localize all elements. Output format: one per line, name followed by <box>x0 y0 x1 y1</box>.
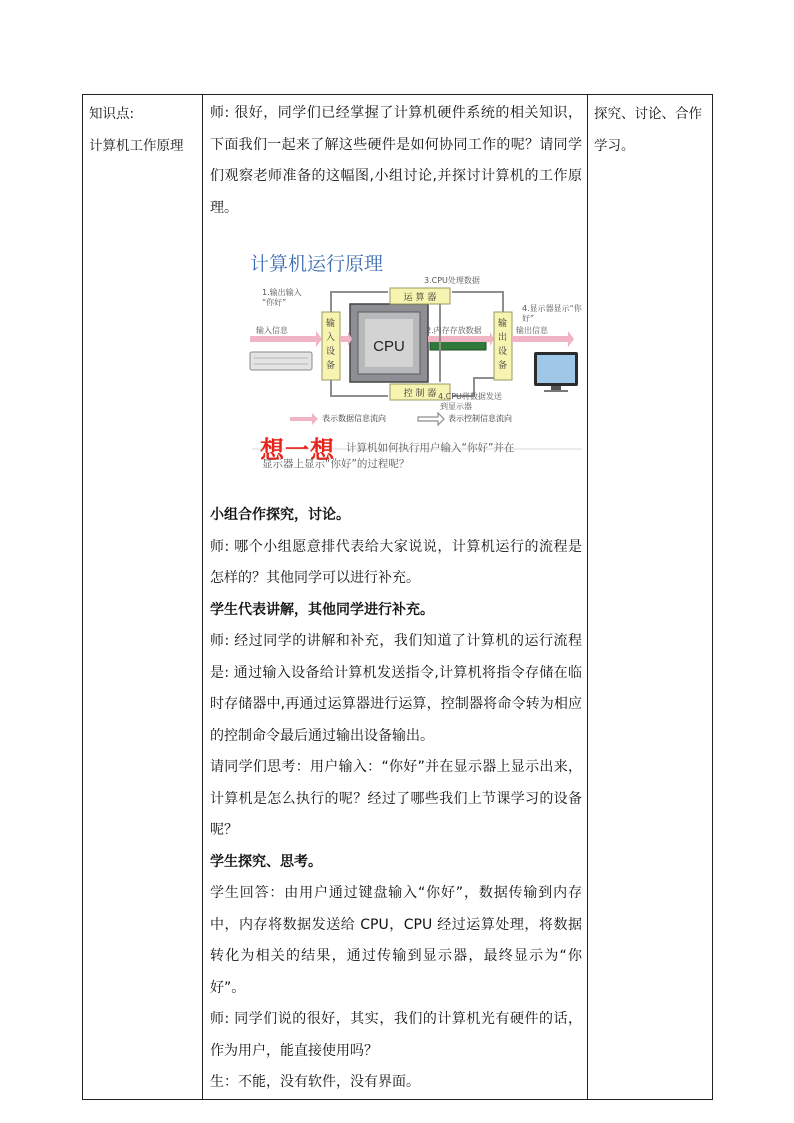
control-label: 控 制 器 <box>403 389 437 399</box>
think-question-line2: 显示器上显示“你好”的过程呢？ <box>262 458 410 470</box>
knowledge-topic: 计算机工作原理 <box>89 137 184 154</box>
paragraph-student-think: 学生探究、思考。 <box>210 853 322 870</box>
paragraph-teacher-intro: 师: 很好，同学们已经掌握了计算机硬件系统的相关知识，下面我们一起来了解这些硬件是如何协同工作的呢？请同学们观察老师准备的这幅图,小组讨论,并探讨计算机的工作原理。 <box>210 105 582 216</box>
paragraph-student-explain: 学生代表讲解，其他同学进行补充。 <box>210 601 434 618</box>
paragraph-student-answer: 学生回答：由用户通过键盘输入“你好”，数据传输到内存中，内存将数据发送给 CPU，CPU 经过运算处理，将数据转化为相关的结果，通过传输到显示器，最终显示为“你好”。 <box>210 885 582 996</box>
step5-label: 4.CPU将数据发送 <box>438 392 502 401</box>
activity-cell <box>588 95 713 1100</box>
step3-label: 3.CPU处理数据 <box>424 276 480 285</box>
step1b-label: “你好” <box>262 298 287 307</box>
step2-label: 2.内存存放数据 <box>426 326 482 335</box>
step4-label: 4.显示器显示“你 <box>522 304 582 313</box>
think-heading: 想一想 <box>260 435 335 464</box>
step1-label: 1.输出输入 <box>262 288 302 297</box>
cpu-label: CPU <box>373 338 405 355</box>
computer-principle-diagram <box>242 240 582 490</box>
paragraph-think-prompt: 请同学们思考：用户输入：“你好”并在显示器上显示出来，计算机是怎么执行的呢？经过了哪些我们上节课学习的设备呢？ <box>210 759 582 838</box>
paragraph-teacher-summary: 师: 经过同学的讲解和补充，我们知道了计算机的运行流程是: 通过输入设备给计算机发送指令,计算机将指令存储在临时存储器中,再通过运算器进行运算，控制器将命令转为相应的控制命令最后通过输出设备输出。 <box>210 633 582 744</box>
output-device-label: 输出设备 <box>498 319 508 371</box>
paragraph-teacher-question: 师: 哪个小组愿意排代表给大家说说，计算机运行的流程是怎样的？其他同学可以进行补充。 <box>210 538 582 586</box>
paragraph-group-discussion: 小组合作探究，讨论。 <box>210 507 350 523</box>
legend-control-label: 表示控制信息流向 <box>448 414 512 423</box>
alu-label: 运 算 器 <box>403 293 437 303</box>
step4b-label: 好” <box>522 314 535 323</box>
activity-text: 探究、讨论、合作学习。 <box>594 106 702 154</box>
paragraph-student-reply: 生：不能，没有软件，没有界面。 <box>210 1074 420 1090</box>
lesson-table <box>82 94 713 1100</box>
input-device-label: 输入设备 <box>326 319 336 371</box>
diagram-title: 计算机运行原理 <box>250 254 384 275</box>
step5b-label: 到显示器 <box>440 402 472 411</box>
knowledge-label: 知识点: <box>89 106 135 122</box>
think-question-line1: 计算机如何执行用户输入“你好”并在 <box>346 442 515 454</box>
output-info-label: 输出信息 <box>516 326 548 335</box>
keyboard-graphic <box>250 352 312 370</box>
teaching-process-cell <box>203 95 588 1100</box>
paragraph-teacher-followup: 师: 同学们说的很好，其实，我们的计算机光有硬件的话，作为用户，能直接使用吗？ <box>210 1011 582 1059</box>
input-info-label: 输入信息 <box>256 326 288 335</box>
knowledge-cell <box>83 95 203 1100</box>
legend-data-label: 表示数据信息流向 <box>322 414 386 423</box>
